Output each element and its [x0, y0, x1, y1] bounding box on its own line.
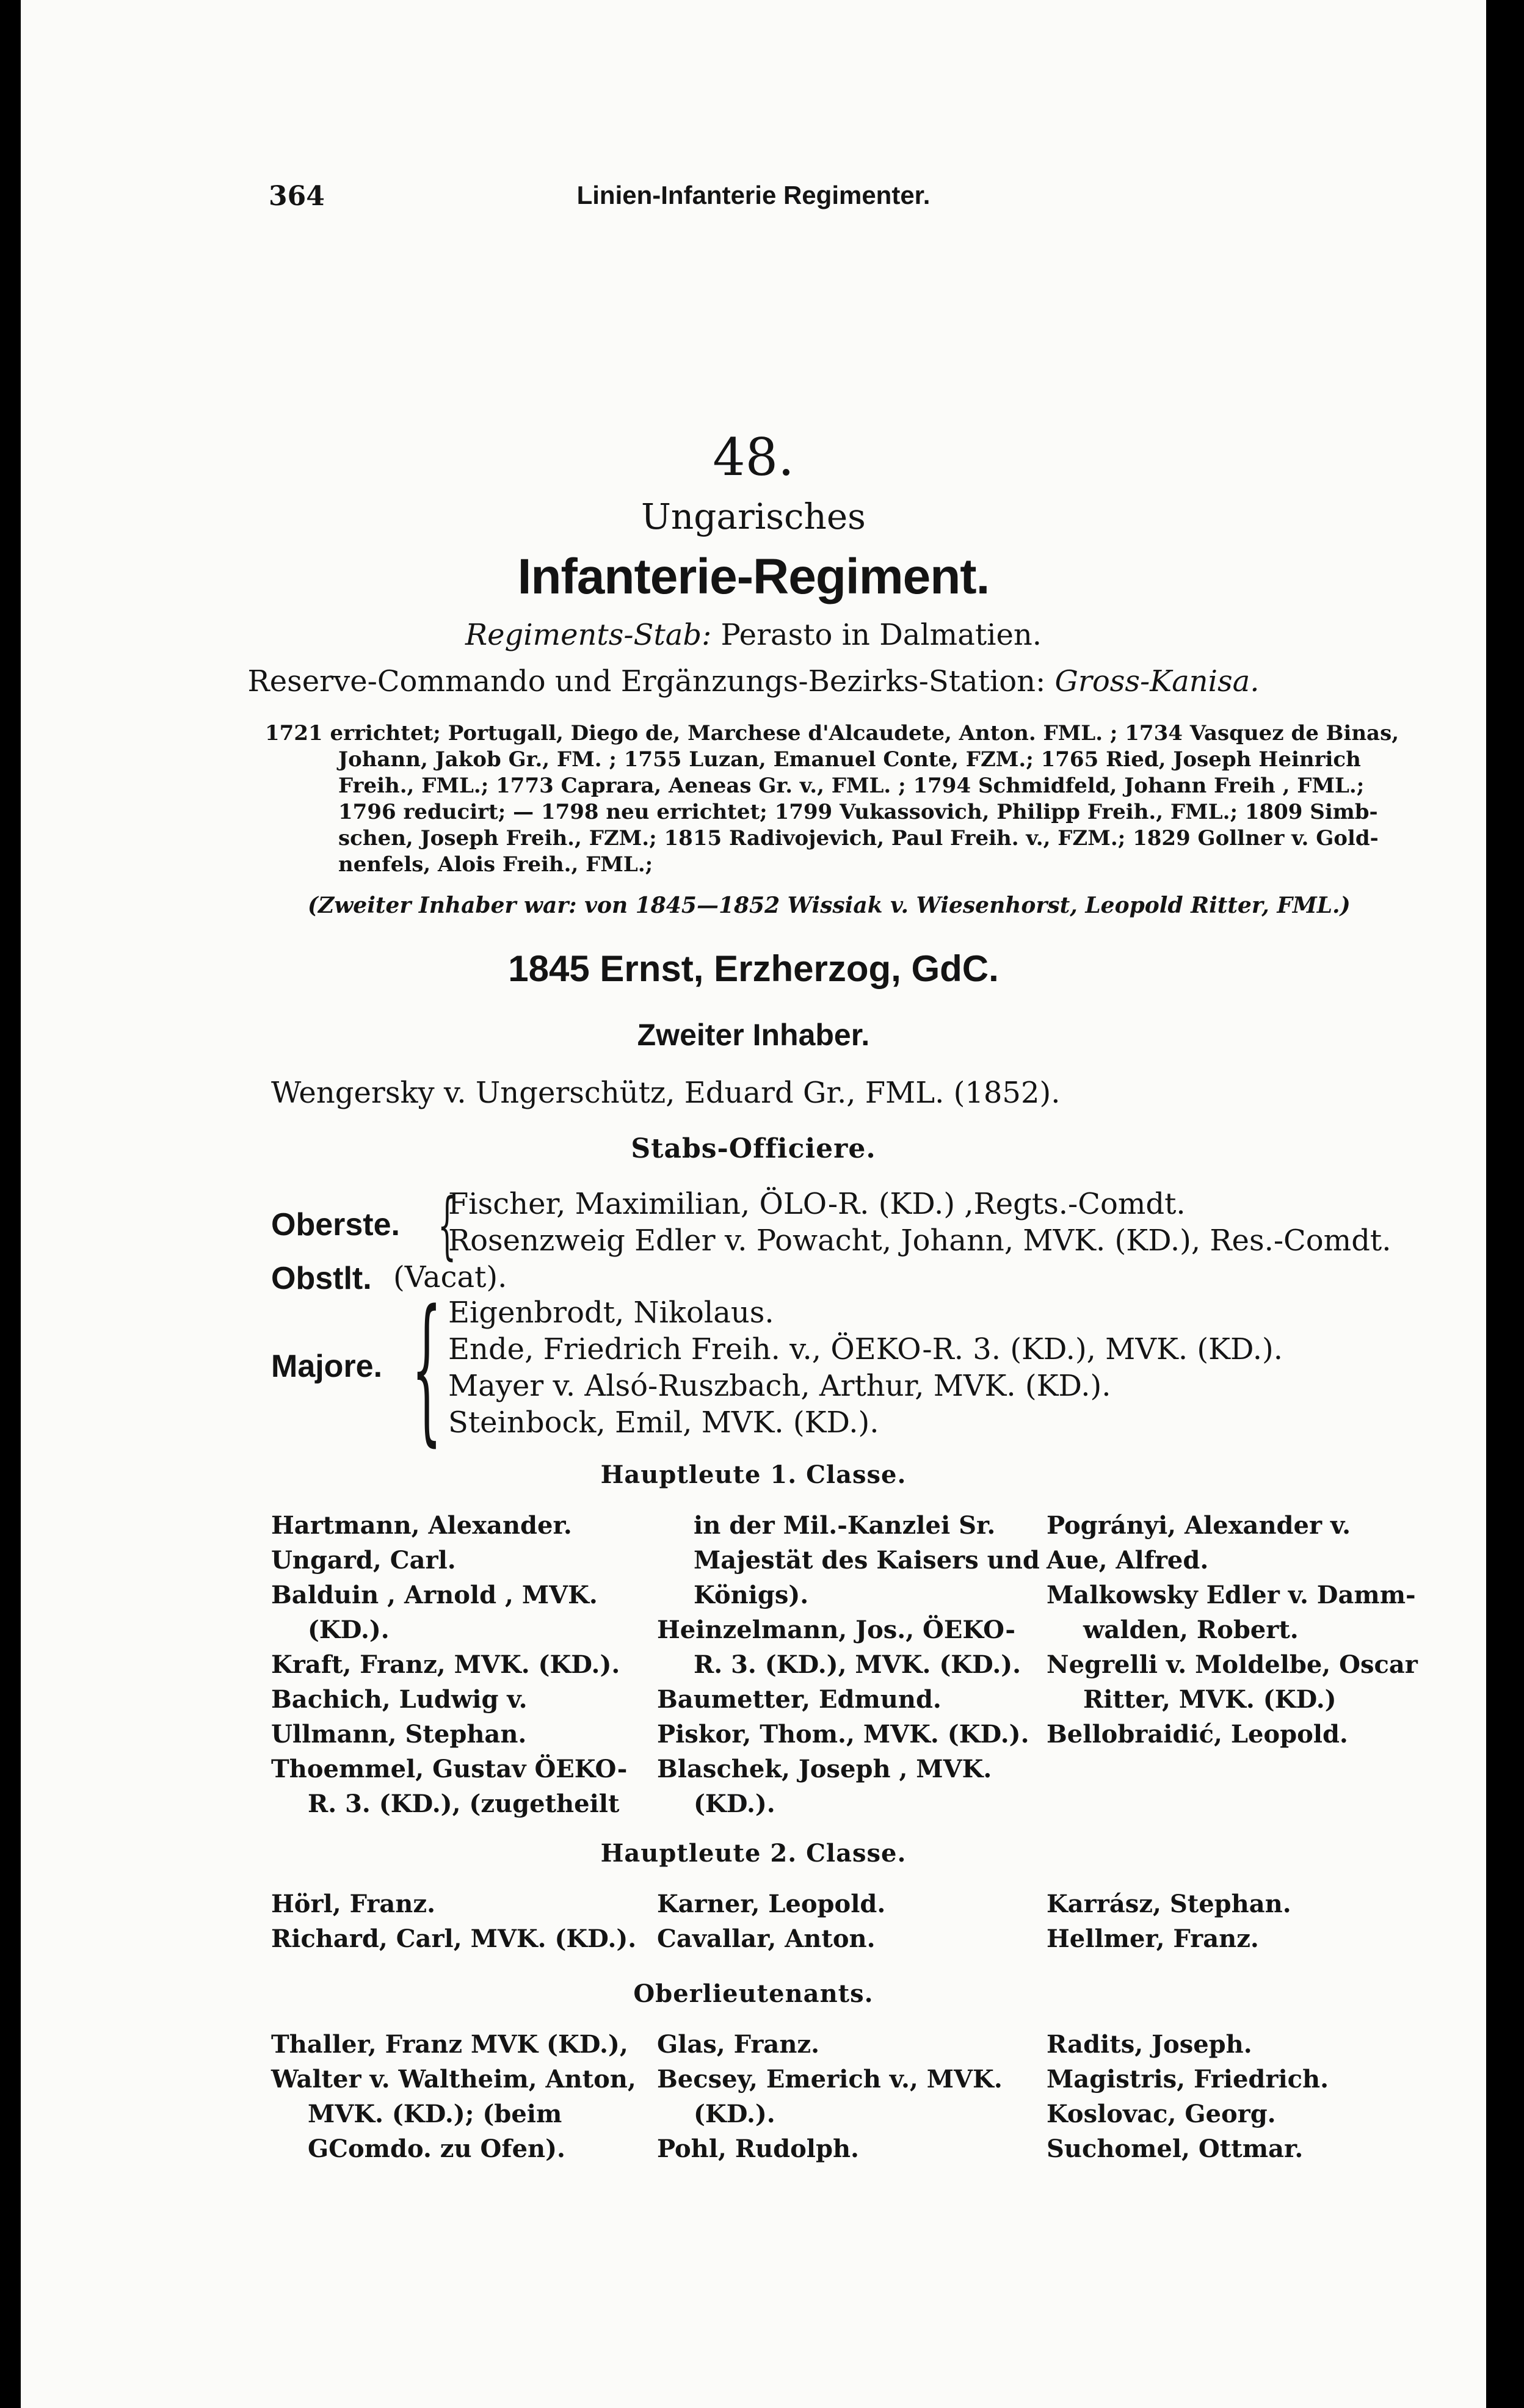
page-number: 364 [269, 181, 325, 212]
history-block [265, 720, 1419, 878]
hauptleute-2-col3 [1047, 1887, 1291, 1956]
inhaber: 1845 Ernst, Erzherzog, GdC. [508, 948, 999, 989]
list-item: R. 3. (KD.), MVK. (KD.). [694, 1650, 1021, 1679]
list-item: (KD.). [308, 1616, 390, 1644]
list-item: Königs). [694, 1581, 809, 1609]
hauptleute-2-heading: Hauptleute 2. Classe. [600, 1839, 907, 1868]
page [21, 0, 1486, 2408]
history-note: (Zweiter Inhaber war: von 1845—1852 Wissiak v. Wiesenhorst, Leopold Ritter, FML.) [308, 893, 1351, 918]
zweiter-inhaber-heading: Zweiter Inhaber. [637, 1018, 870, 1052]
major-entry: Steinbock, Emil, MVK. (KD.). [448, 1405, 879, 1440]
list-item: Ullmann, Stephan. [271, 1720, 527, 1749]
list-item: Magistris, Friedrich. [1047, 2065, 1329, 2094]
hauptleute-2-col1 [271, 1887, 636, 1956]
history-line: Johann, Jakob Gr., FM. ; 1755 Luzan, Emanuel Conte, FZM.; 1765 Ried, Joseph Heinrich [338, 747, 1361, 772]
list-item: Kraft, Franz, MVK. (KD.). [271, 1650, 620, 1679]
list-item: Malkowsky Edler v. Damm- [1047, 1581, 1416, 1609]
list-item: Hörl, Franz. [271, 1890, 436, 1918]
list-item: Richard, Carl, MVK. (KD.). [271, 1924, 637, 1953]
regiment-type: Infanterie-Regiment. [517, 549, 990, 604]
regiment-number: 48. [713, 427, 794, 487]
list-item: Piskor, Thom., MVK. (KD.). [657, 1720, 1029, 1749]
reserve-line [21, 664, 1486, 698]
list-item: Ungard, Carl. [271, 1546, 456, 1575]
list-item: Thoemmel, Gustav ÖEKO- [271, 1755, 628, 1783]
list-item: MVK. (KD.); (beim [308, 2100, 562, 2128]
list-item: Blaschek, Joseph , MVK. [657, 1755, 992, 1783]
obstlt-label: Obstlt. [271, 1261, 372, 1296]
major-entry: Ende, Friedrich Freih. v., ÖEKO-R. 3. (KD.), MVK. (KD.). [448, 1332, 1283, 1366]
list-item: Koslovac, Georg. [1047, 2100, 1276, 2128]
stabs-officiere-heading: Stabs-Officiere. [631, 1133, 876, 1164]
running-title: Linien-Infanterie Regimenter. [576, 181, 931, 209]
list-item: Ritter, MVK. (KD.) [1083, 1685, 1337, 1714]
obstlt-value: (Vacat). [393, 1260, 507, 1294]
history-line: Freih., FML.; 1773 Caprara, Aeneas Gr. v., FML. ; 1794 Schmidfeld, Johann Freih , FML.; [338, 774, 1365, 798]
list-item: Aue, Alfred. [1047, 1546, 1209, 1575]
list-item: Glas, Franz. [657, 2030, 820, 2059]
major-entry: Eigenbrodt, Nikolaus. [448, 1296, 774, 1330]
list-item: Pohl, Rudolph. [657, 2134, 859, 2163]
list-item: in der Mil.-Kanzlei Sr. [694, 1511, 996, 1540]
list-item: Heinzelmann, Jos., ÖEKO- [657, 1616, 1015, 1644]
regiment-nationality: Ungarisches [641, 496, 866, 537]
list-item: Baumetter, Edmund. [657, 1685, 942, 1714]
staff-label: Regiments-Stab: [465, 618, 712, 652]
reserve-location: Gross-Kanisa. [1054, 664, 1260, 698]
history-line: nenfels, Alois Freih., FML.; [338, 852, 653, 877]
history-line: 1796 reducirt; — 1798 neu errichtet; 1799 Vukassovich, Philipp Freih., FML.; 1809 Simb- [338, 800, 1378, 824]
list-item: GComdo. zu Ofen). [308, 2134, 565, 2163]
list-item: Pogrányi, Alexander v. [1047, 1511, 1351, 1540]
list-item: (KD.). [694, 1790, 775, 1818]
list-item: Majestät des Kaisers und [694, 1546, 1040, 1575]
list-item: R. 3. (KD.), (zugetheilt [308, 1790, 620, 1818]
list-item: Becsey, Emerich v., MVK. [657, 2065, 1003, 2094]
list-item: Bellobraidić, Leopold. [1047, 1720, 1348, 1749]
list-item: Hellmer, Franz. [1047, 1924, 1259, 1953]
list-item: Karner, Leopold. [657, 1890, 886, 1918]
history-line: schen, Joseph Freih., FZM.; 1815 Radivojevich, Paul Freih. v., FZM.; 1829 Gollner v. Gold- [338, 826, 1379, 850]
oberlieutenants-heading: Oberlieutenants. [633, 1979, 874, 2008]
list-item: Suchomel, Ottmar. [1047, 2134, 1304, 2163]
oberlieutenants-col1 [271, 2027, 636, 2166]
oberlieutenants-col2 [657, 2027, 1003, 2166]
staff-line [21, 618, 1486, 652]
hauptleute-1-col1 [271, 1508, 627, 1821]
majore-label: Majore. [271, 1349, 383, 1384]
history-line: 1721 errichtet; Portugall, Diego de, Marchese d'Alcaudete, Anton. FML. ; 1734 Vasquez de Binas, [265, 721, 1399, 745]
oberst-entry: Fischer, Maximilian, ÖLO-R. (KD.) ,Regts.-Comdt. [448, 1187, 1186, 1221]
zweiter-inhaber-name: Wengersky v. Ungerschütz, Eduard Gr., FML. (1852). [271, 1076, 1061, 1110]
list-item: (KD.). [694, 2100, 775, 2128]
hauptleute-1-col2 [657, 1508, 1040, 1821]
hauptleute-1-heading: Hauptleute 1. Classe. [600, 1460, 907, 1489]
list-item: Negrelli v. Moldelbe, Oscar [1047, 1650, 1418, 1679]
list-item: Walter v. Waltheim, Anton, [271, 2065, 636, 2094]
list-item: Thaller, Franz MVK (KD.), [271, 2030, 628, 2059]
oberlieutenants-col3 [1047, 2027, 1329, 2166]
list-item: Radits, Joseph. [1047, 2030, 1252, 2059]
list-item: Hartmann, Alexander. [271, 1511, 572, 1540]
reserve-label: Reserve-Commando und Ergänzungs-Bezirks-Station: [247, 664, 1046, 698]
oberste-label: Oberste. [271, 1207, 400, 1242]
major-entry: Mayer v. Alsó-Ruszbach, Arthur, MVK. (KD.). [448, 1369, 1111, 1403]
list-item: Karrász, Stephan. [1047, 1890, 1291, 1918]
list-item: walden, Robert. [1083, 1616, 1299, 1644]
staff-location: Perasto in Dalmatien. [720, 618, 1042, 652]
list-item: Cavallar, Anton. [657, 1924, 876, 1953]
hauptleute-1-col3 [1047, 1508, 1418, 1752]
oberst-entry: Rosenzweig Edler v. Powacht, Johann, MVK. (KD.), Res.-Comdt. [448, 1224, 1392, 1258]
list-item: Bachich, Ludwig v. [271, 1685, 528, 1714]
brace-icon: { [412, 1277, 442, 1461]
brace-icon: { [437, 1183, 457, 1268]
list-item: Balduin , Arnold , MVK. [271, 1581, 598, 1609]
hauptleute-2-col2 [657, 1887, 885, 1956]
